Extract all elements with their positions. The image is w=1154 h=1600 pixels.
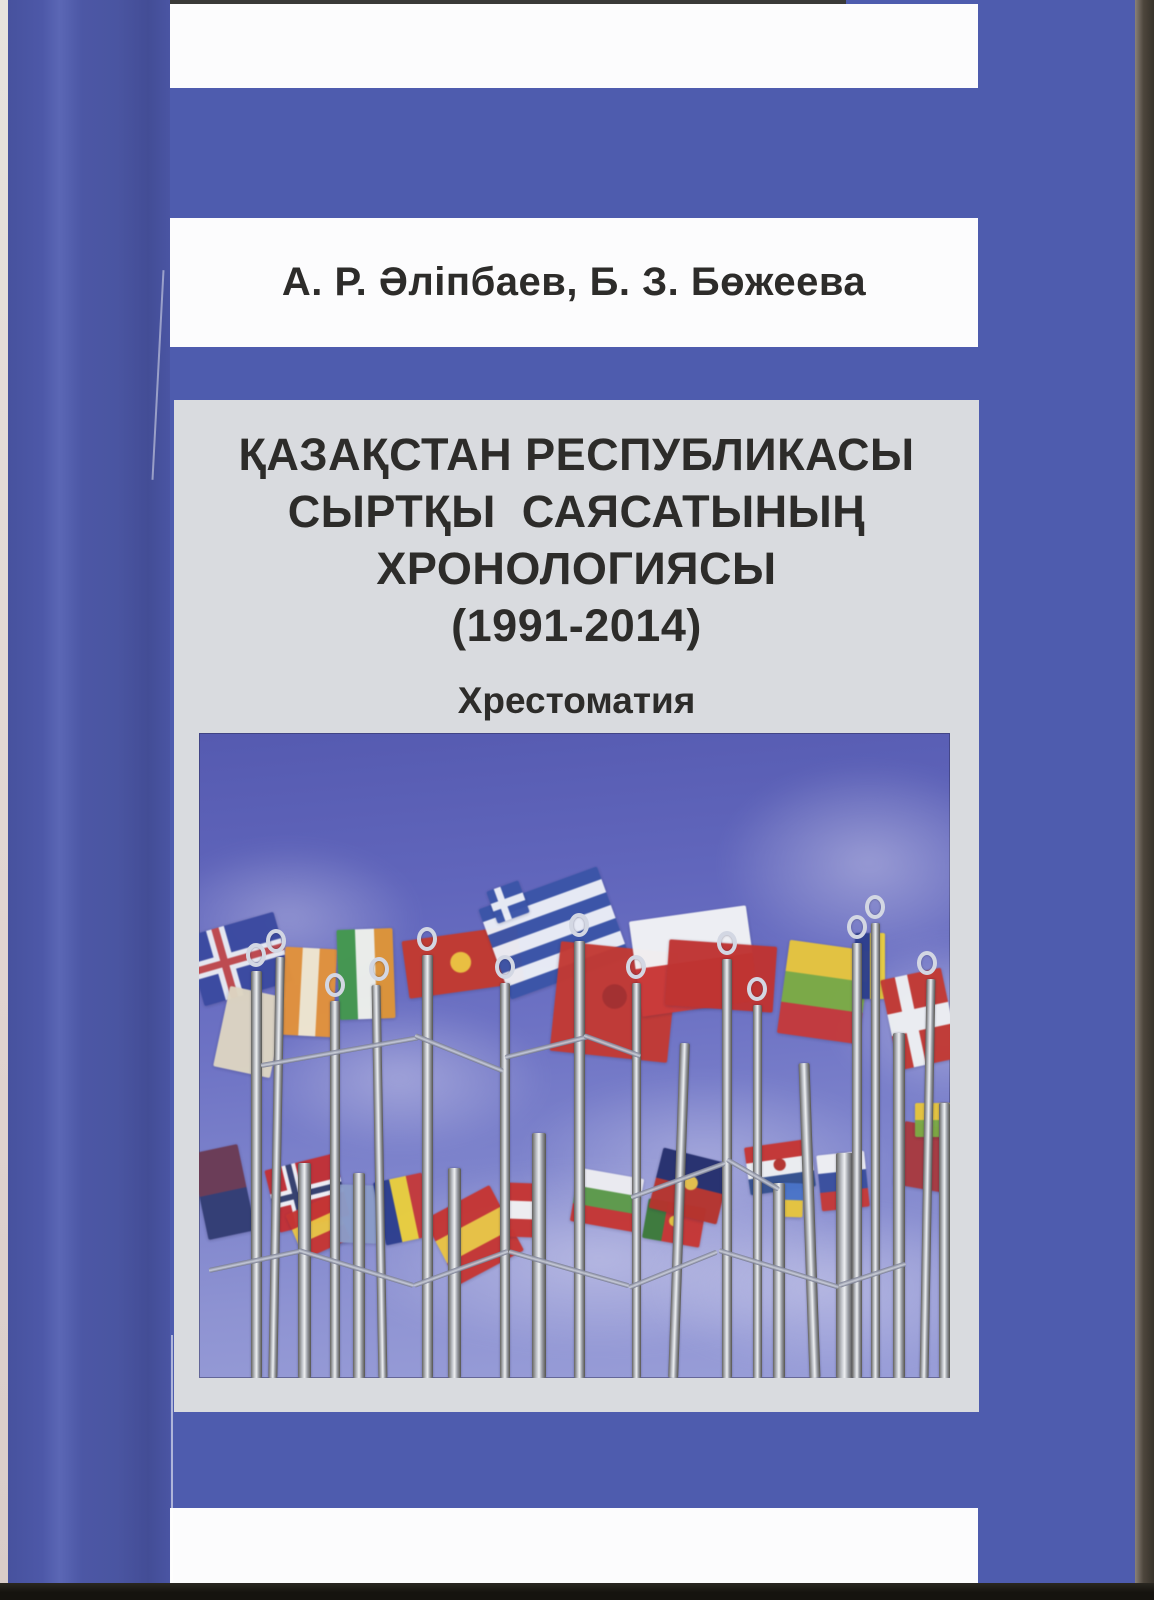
pole-ring-finial — [246, 943, 266, 967]
flag-dark-banner — [199, 1144, 256, 1240]
pole-ring-finial — [865, 895, 885, 919]
flagpole — [298, 1163, 311, 1378]
author-names: А. Р. Әліпбаев, Б. З. Бөжеева — [281, 260, 867, 304]
flagpole — [871, 923, 880, 1378]
flagpole — [353, 1173, 365, 1378]
title-line-1: ҚАЗАҚСТАН РЕСПУБЛИКАСЫ — [238, 429, 915, 480]
flagpole — [574, 941, 585, 1378]
pole-ring-finial — [417, 927, 437, 951]
flagpole — [773, 1183, 785, 1378]
cover-crease — [171, 1335, 173, 1588]
book-title — [174, 400, 979, 654]
title-panel — [174, 400, 979, 1412]
bottom-white-band — [170, 1508, 978, 1588]
scan-edge-bottom — [0, 1583, 1154, 1600]
flags-photo — [199, 733, 950, 1378]
flagpole — [722, 959, 732, 1378]
pole-ring-finial — [325, 973, 345, 997]
flagpole — [251, 971, 262, 1378]
pole-ring-finial — [917, 951, 937, 975]
book-subtitle: Хрестоматия — [457, 680, 696, 721]
flagpole — [836, 1153, 853, 1378]
pole-ring-finial — [626, 955, 646, 979]
title-line-3: ХРОНОЛОГИЯСЫ — [376, 543, 777, 594]
pole-ring-finial — [369, 957, 389, 981]
flagpole — [893, 1033, 905, 1378]
flagpole — [500, 983, 510, 1378]
scan-edge-right — [1135, 0, 1154, 1600]
pole-ring-finial — [495, 955, 515, 979]
pole-ring-finial — [266, 929, 286, 953]
title-years: (1991-2014) — [451, 600, 702, 651]
title-line-2: СЫРТҚЫ САЯСАТЫНЫҢ — [287, 486, 866, 537]
flagpole — [753, 1005, 762, 1378]
flagpole — [939, 1103, 950, 1378]
flagpole — [422, 955, 433, 1378]
pole-ring-finial — [717, 931, 737, 955]
pole-ring-finial — [847, 915, 867, 939]
top-white-band — [170, 4, 978, 88]
pole-ring-finial — [747, 977, 767, 1001]
cloud — [719, 763, 950, 963]
flagpole — [632, 983, 641, 1378]
scan-edge-left — [0, 0, 8, 1600]
flagpole — [330, 1001, 340, 1378]
author-band — [170, 218, 978, 347]
pole-ring-finial — [569, 913, 589, 937]
flagpole — [852, 943, 862, 1378]
book-spine — [8, 0, 170, 1600]
